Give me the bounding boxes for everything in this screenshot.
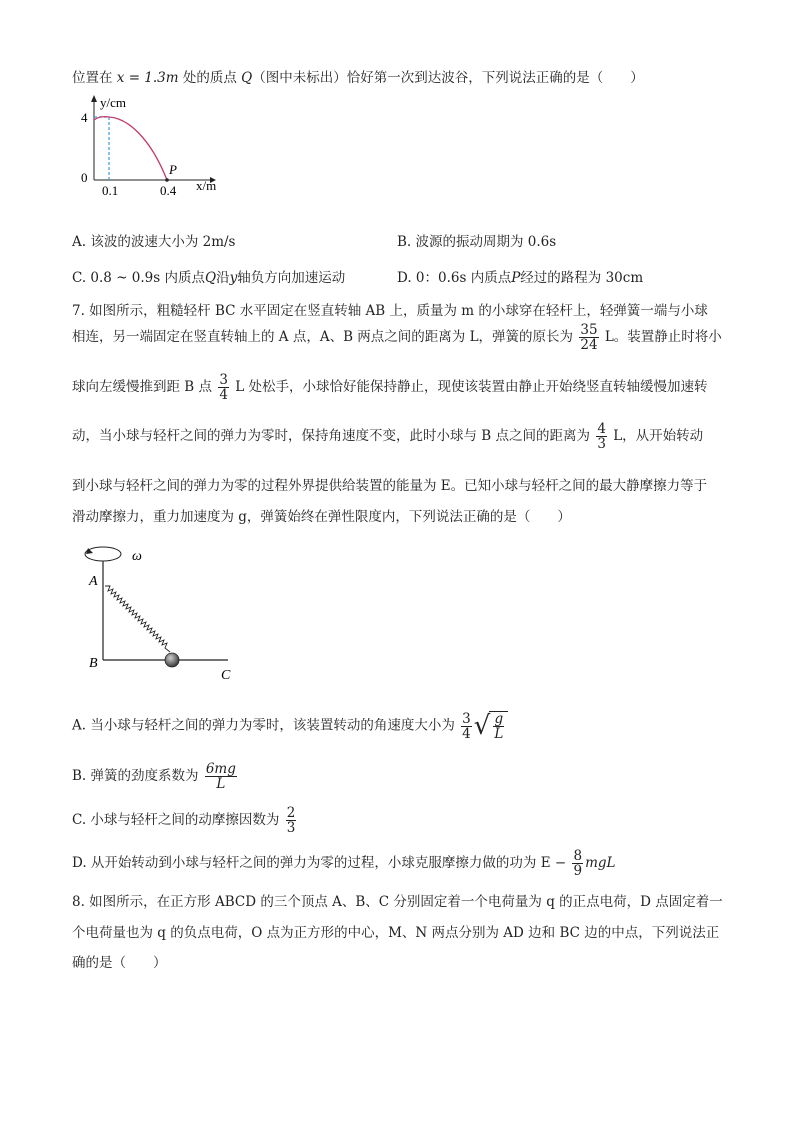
q7-option-a: A. 当小球与轻杆之间的弹力为零时，该装置转动的角速度大小为 $\frac{3}{4}$ √ $\frac{g}{L}$	[72, 711, 508, 741]
tick-x04: 0.4	[160, 183, 177, 198]
point-b-label: B	[89, 656, 98, 671]
q7-line-4: 动，当小球与轻杆之间的弹力为零时，保持角速度不变，此时小球与 B 点之间的距离为 $\frac{4}{3}$ L，从开始转动	[72, 421, 704, 452]
x-axis-label: x/m	[196, 178, 217, 193]
q6-option-a: A. 该波的波速大小为 2m/s	[72, 234, 236, 250]
fraction-4-3: $\frac{4}{3}$	[597, 421, 606, 452]
fraction-3-4-omega: $\frac{3}{4}$	[462, 710, 471, 742]
point-a-label: A	[89, 574, 98, 589]
point-p-label: P	[169, 162, 177, 177]
q7-line-5: 到小球与轻杆之间的弹力为零的过程外界提供给装置的能量为 E。已知小球与轻杆之间的最大静摩擦力等于	[72, 478, 708, 494]
sqrt-icon: √	[473, 711, 491, 741]
q6-intro-line: 位置在 x = 1.3m 处的质点 Q（图中未标出）恰好第一次到达波谷，下列说法正确的是（ ）	[72, 70, 644, 86]
q6-option-b: B. 波源的振动周期为 0.6s	[397, 234, 557, 250]
q6-option-d: D. 0：0.6s 内质点P经过的路程为 30cm	[397, 270, 644, 286]
q8-line-3: 确的是（ ）	[72, 955, 167, 971]
ball	[165, 653, 179, 667]
fraction-3-4: $\frac{3}{4}$	[219, 372, 228, 403]
q7-line-3: 球向左缓慢推到距 B 点 $\frac{3}{4}$ L 处松手，小球恰好能保持静止，现使该装置由静止开始绕竖直转轴缓慢加速转	[72, 372, 708, 403]
fraction-8-9: $\frac{8}{9}$	[573, 848, 583, 879]
q7-line-6: 滑动摩擦力，重力加速度为 g，弹簧始终在弹性限度内，下列说法正确的是（ ）	[72, 509, 571, 525]
wave-graph	[72, 92, 232, 202]
point-c-label: C	[221, 668, 231, 683]
fraction-2-3: $\frac{2}{3}$	[286, 805, 296, 836]
q7-option-c: C. 小球与轻杆之间的动摩擦因数为 $\frac{2}{3}$	[72, 805, 296, 836]
fraction-35-24: $\frac{35}{24}$	[580, 322, 598, 353]
q6-option-c: C. 0.8 ~ 0.9s 内质点Q沿y轴负方向加速运动	[72, 270, 346, 286]
q7-option-b: B. 弹簧的劲度系数为 $\frac{6mg}{L}$	[72, 761, 236, 792]
fraction-6mg-l: $\frac{6mg}{L}$	[205, 761, 236, 792]
y-axis-label: y/cm	[100, 95, 126, 110]
rotating-rod-figure	[80, 540, 250, 690]
q8-line-1: 8. 如图所示，在正方形 ABCD 的三个顶点 A、B、C 分别固定着一个电荷量为 q 的正点电荷，D 点固定着一	[72, 894, 723, 910]
q7-option-d: D. 从开始转动到小球与轻杆之间的弹力为零的过程，小球克服摩擦力做的功为 E − $\frac{8}{9}$ mgL	[72, 848, 616, 879]
q8-line-2: 个电荷量也为 q 的负点电荷，O 点为正方形的中心，M、N 两点分别为 AD 边和 BC 边的中点，下列说法正	[72, 925, 720, 941]
tick-x01: 0.1	[102, 183, 119, 198]
tick-y4: 4	[81, 110, 88, 125]
q7-line-2: 相连，另一端固定在竖直转轴上的 A 点，A、B 两点之间的距离为 L，弹簧的原长为 $\frac{35}{24}$ L。装置静止时将小	[72, 322, 722, 353]
tick-origin: 0	[81, 170, 88, 185]
omega-label: ω	[132, 549, 142, 564]
q7-line-1: 7. 如图所示，粗糙轻杆 BC 水平固定在竖直转轴 AB 上，质量为 m 的小球穿在轻杆上，轻弹簧一端与小球	[72, 303, 708, 319]
